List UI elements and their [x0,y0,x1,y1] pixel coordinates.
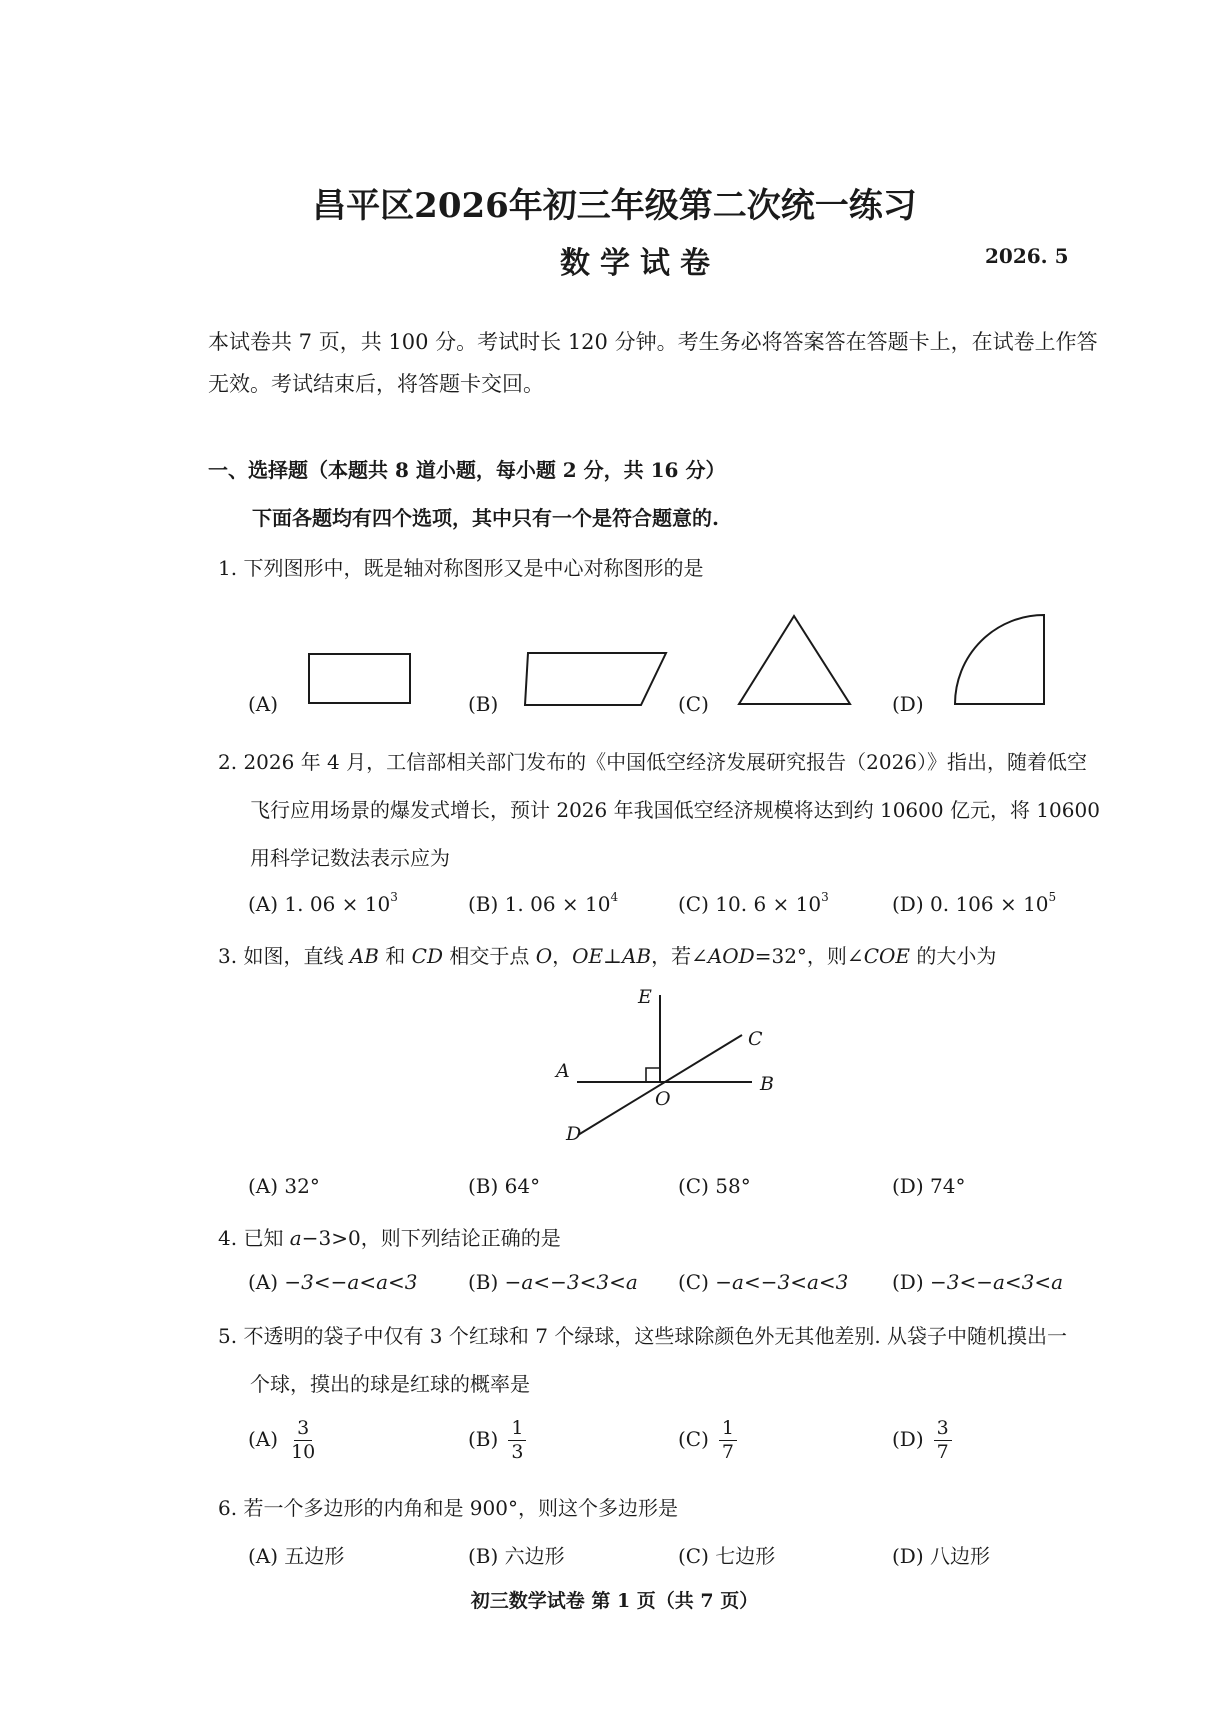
q6-option-a: (A) 五边形 [248,1544,345,1568]
q3-option-d: (D) 74° [892,1174,966,1198]
q3-option-c: (C) 58° [678,1174,751,1198]
q3-option-a: (A) 32° [248,1174,320,1198]
question-2-line-2: 飞行应用场景的爆发式增长，预计 2026 年我国低空经济规模将达到约 10600 亿元，将 10600 [250,798,1100,822]
q5-option-b: (B) $\frac{1}{3}$ [468,1418,526,1463]
fraction: $\frac{3}{10}$ [291,1417,316,1463]
right-angle-mark [646,1068,660,1082]
fraction: $\frac{1}{7}$ [719,1418,737,1463]
section-instruction: 下面各题均有四个选项，其中只有一个是符合题意的. [252,506,719,530]
q1-option-c-label: (C) [678,692,709,716]
page-footer: 初三数学试卷 第 1 页（共 7 页） [470,1590,759,1612]
intro-line-2: 无效。考试结束后，将答题卡交回。 [208,372,544,396]
question-4-stem: 4. 已知 a−3>0，则下列结论正确的是 [218,1226,561,1250]
fraction: $\frac{3}{7}$ [934,1418,952,1463]
exam-date: 2026. 5 [985,244,1069,268]
q6-option-c: (C) 七边形 [678,1544,776,1568]
intro-line-1: 本试卷共 7 页，共 100 分。考试时长 120 分钟。考生务必将答案答在答题卡上，在试卷上作答 [208,330,1098,354]
q4-option-d: (D) −3<−a<3<a [892,1270,1064,1294]
q6-option-b: (B) 六边形 [468,1544,565,1568]
q5-option-a: (A) $\frac{3}{10}$ [248,1418,318,1463]
point-b-label: B [760,1073,774,1095]
q1-option-a-label: (A) [248,692,279,716]
q2-option-a: (A) 1. $06 \times 10^3$ [248,890,398,916]
question-2-line-3: 用科学记数法表示应为 [250,846,450,870]
q4-option-c: (C) −a<−3<a<3 [678,1270,849,1294]
q2-option-d: (D) 0. $106 \times 10^5$ [892,890,1057,916]
point-e-label: E [638,986,652,1008]
point-d-label: D [566,1123,582,1145]
q2-option-b: (B) 1. $06 \times 10^4$ [468,890,619,916]
page-title: 昌平区2026年初三年级第二次统一练习 [312,186,917,226]
q4-option-a: (A) −3<−a<a<3 [248,1270,418,1294]
question-5-line-1: 5. 不透明的袋子中仅有 3 个红球和 7 个绿球，这些球除颜色外无其他差别. 从袋子中随机摸出一 [218,1324,1068,1348]
q1-option-d-label: (D) [892,692,924,716]
q4-option-b: (B) −a<−3<3<a [468,1270,638,1294]
q6-option-d: (D) 八边形 [892,1544,990,1568]
q3-option-b: (B) 64° [468,1174,541,1198]
question-2-line-1: 2. 2026 年 4 月，工信部相关部门发布的《中国低空经济发展研究报告（2026）》指出，随着低空 [218,750,1088,774]
q5-option-d: (D) $\frac{3}{7}$ [892,1418,952,1463]
question-6-stem: 6. 若一个多边形的内角和是 900°，则这个多边形是 [218,1496,678,1520]
question-5-line-2: 个球，摸出的球是红球的概率是 [250,1372,530,1396]
exam-subtitle: 数学试卷 [560,246,720,281]
question-3-stem: 3. 如图，直线 AB 和 CD 相交于点 O，OE⊥AB，若∠AOD=32°，则∠COE 的大小为 [218,944,997,968]
section-heading: 一、选择题（本题共 8 道小题，每小题 2 分，共 16 分） [208,458,726,482]
fraction: $\frac{1}{3}$ [508,1418,526,1463]
point-o-label: O [655,1088,671,1110]
q1-option-b-label: (B) [468,692,499,716]
point-a-label: A [556,1060,570,1082]
q2-option-c: (C) 10. $6 \times 10^3$ [678,890,829,916]
q5-option-c: (C) $\frac{1}{7}$ [678,1418,737,1463]
question-1-stem: 1. 下列图形中，既是轴对称图形又是中心对称图形的是 [218,556,704,580]
point-c-label: C [748,1028,763,1050]
